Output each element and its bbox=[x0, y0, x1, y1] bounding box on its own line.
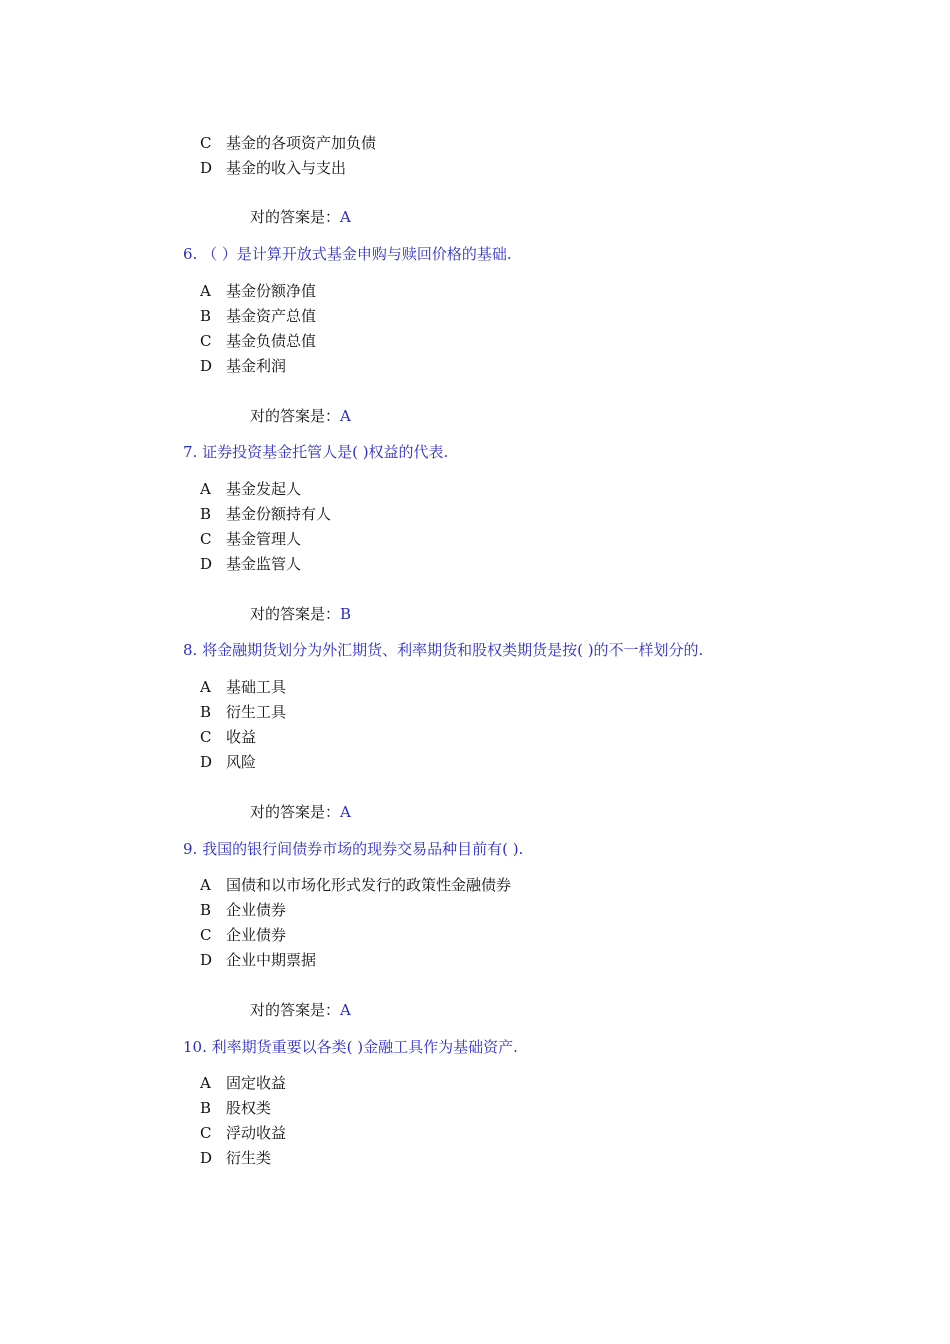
question-8: 8. 将金融期货划分为外汇期货、利率期货和股权类期货是按( )的不一样划分的. bbox=[183, 641, 704, 659]
option-b: B 基金份额持有人 bbox=[200, 505, 332, 523]
answer-value: A bbox=[340, 1001, 351, 1019]
option-b: B 衍生工具 bbox=[200, 703, 287, 721]
answer-line: 对的答案是：A bbox=[250, 407, 351, 425]
option-c: C 企业债券 bbox=[200, 926, 287, 944]
answer-value: A bbox=[340, 407, 351, 425]
answer-value: B bbox=[340, 605, 352, 623]
question-7-options bbox=[200, 479, 331, 579]
option-b: B 基金资产总值 bbox=[200, 307, 317, 325]
option-a: A 国债和以市场化形式发行的政策性金融债券 bbox=[200, 876, 512, 894]
question-9: 9. 我国的银行间债券市场的现券交易品种目前有( ). bbox=[183, 840, 524, 858]
answer-value: A bbox=[340, 803, 351, 821]
answer-line: 对的答案是：A bbox=[250, 803, 351, 821]
answer-value: A bbox=[340, 208, 351, 226]
answer-line: 对的答案是：A bbox=[250, 1001, 351, 1019]
question-10: 10. 利率期货重要以各类( )金融工具作为基础资产. bbox=[183, 1038, 518, 1056]
option-c: C 基金管理人 bbox=[200, 530, 302, 548]
option-a: A 基础工具 bbox=[200, 678, 287, 696]
option-d: D 基金利润 bbox=[200, 357, 287, 375]
carryover-options bbox=[200, 133, 376, 183]
option-d: D 基金监管人 bbox=[200, 555, 302, 573]
answer-line: 对的答案是：B bbox=[250, 605, 352, 623]
option-c: C 浮动收益 bbox=[200, 1124, 287, 1142]
option-b: B 股权类 bbox=[200, 1099, 272, 1117]
option-a: A 基金发起人 bbox=[200, 480, 302, 498]
question-6-options bbox=[200, 281, 316, 381]
option-c: C 基金的各项资产加负债 bbox=[200, 134, 377, 152]
option-b: B 企业债券 bbox=[200, 901, 287, 919]
option-d: D 衍生类 bbox=[200, 1149, 272, 1167]
option-d: D 基金的收入与支出 bbox=[200, 159, 347, 177]
option-a: A 固定收益 bbox=[200, 1074, 287, 1092]
option-d: D 风险 bbox=[200, 753, 257, 771]
question-10-options bbox=[200, 1073, 286, 1173]
option-c: C 基金负债总值 bbox=[200, 332, 317, 350]
question-8-options bbox=[200, 677, 286, 777]
answer-line: 对的答案是：A bbox=[250, 208, 351, 226]
option-c: C 收益 bbox=[200, 728, 257, 746]
question-9-options bbox=[200, 875, 511, 975]
question-7: 7. 证券投资基金托管人是( )权益的代表. bbox=[183, 443, 449, 461]
option-d: D 企业中期票据 bbox=[200, 951, 317, 969]
question-6: 6. （ ）是计算开放式基金申购与赎回价格的基础. bbox=[183, 245, 512, 263]
option-a: A 基金份额净值 bbox=[200, 282, 317, 300]
